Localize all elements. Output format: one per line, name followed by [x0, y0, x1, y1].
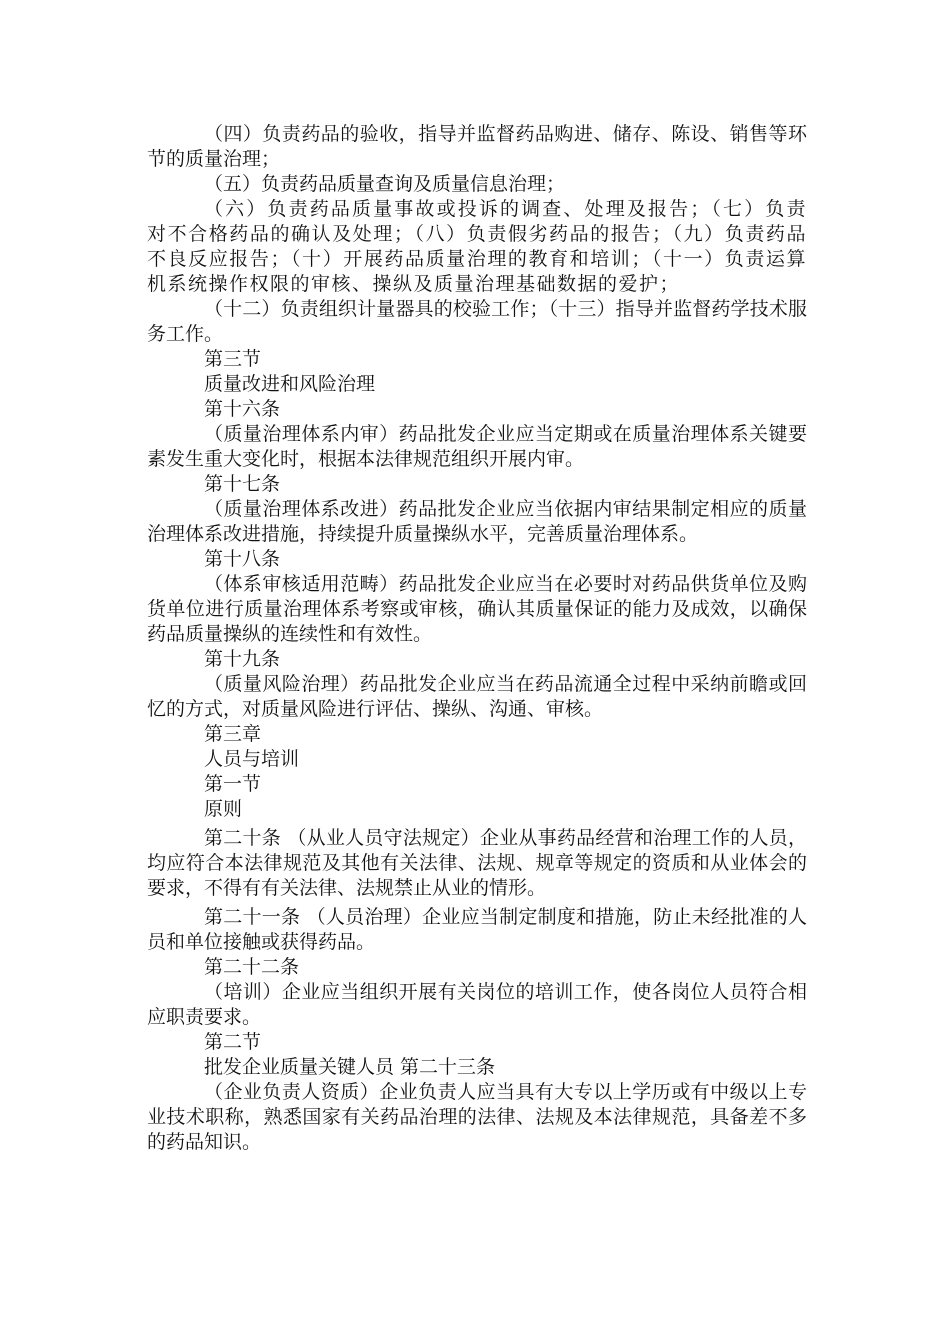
section-heading: 第三节	[204, 348, 262, 370]
paragraph-duty-6-11: （六）负责药品质量事故或投诉的调查、处理及报告；（七）负责对不合格药品的确认及处理；（八）负责假劣药品的报告；（九）负责药品不良反应报告；（十）开展药品质量治理的教育和培训；（十一）负责运算机系统操作权限的审核、操纵及质量治理基础数据的爱护；	[147, 198, 807, 295]
article-heading-17: 第十七条	[204, 473, 281, 495]
article-heading-22: 第二十二条	[204, 956, 300, 978]
paragraph-duty-4: （四）负责药品的验收，指导并监督药品购进、储存、陈设、销售等环节的质量治理；	[147, 123, 807, 170]
article-body-18: （体系审核适用范畴）药品批发企业应当在必要时对药品供货单位及购货单位进行质量治理体系考察或审核，确认其质量保证的能力及成效，以确保药品质量操纵的连续性和有效性。	[147, 573, 807, 645]
article-body-16: （质量治理体系内审）药品批发企业应当定期或在质量治理体系关键要素发生重大变化时，根据本法律规范组织开展内审。	[147, 423, 807, 470]
section-heading: 第一节	[204, 773, 262, 795]
paragraph-duty-5: （五）负责药品质量查询及质量信息治理；	[204, 173, 566, 195]
article-body-21: 第二十一条 （人员治理）企业应当制定制度和措施，防止未经批准的人员和单位接触或获得药品。	[147, 906, 807, 953]
article-heading-19: 第十九条	[204, 648, 281, 670]
paragraph-duty-12-13: （十二）负责组织计量器具的校验工作；（十三）指导并监督药学技术服务工作。	[147, 298, 807, 345]
section-title: 原则	[204, 798, 243, 820]
article-body-23: （企业负责人资质）企业负责人应当具有大专以上学历或有中级以上专业技术职称，熟悉国家有关药品治理的法律、法规及本法律规范，具备差不多的药品知识。	[147, 1081, 807, 1153]
article-body-17: （质量治理体系改进）药品批发企业应当依据内审结果制定相应的质量治理体系改进措施，持续提升质量操纵水平，完善质量治理体系。	[147, 498, 807, 545]
article-body-22: （培训）企业应当组织开展有关岗位的培训工作，使各岗位人员符合相应职责要求。	[147, 981, 807, 1028]
section-title-article-23: 批发企业质量关键人员 第二十三条	[204, 1056, 496, 1078]
section-heading: 第二节	[204, 1031, 262, 1053]
chapter-title: 人员与培训	[204, 748, 300, 770]
document-page	[147, 122, 807, 1155]
article-heading-18: 第十八条	[204, 548, 281, 570]
article-body-19: （质量风险治理）药品批发企业应当在药品流通全过程中采纳前瞻或回忆的方式，对质量风险进行评估、操纵、沟通、审核。	[147, 673, 807, 720]
section-title: 质量改进和风险治理	[204, 373, 376, 395]
article-body-20: 第二十条 （从业人员守法规定）企业从事药品经营和治理工作的人员，均应符合本法律规范及其他有关法律、法规、规章等规定的资质和从业体会的要求，不得有有关法律、法规禁止从业的情形。	[147, 827, 807, 899]
chapter-heading: 第三章	[204, 723, 262, 745]
article-heading-16: 第十六条	[204, 398, 281, 420]
